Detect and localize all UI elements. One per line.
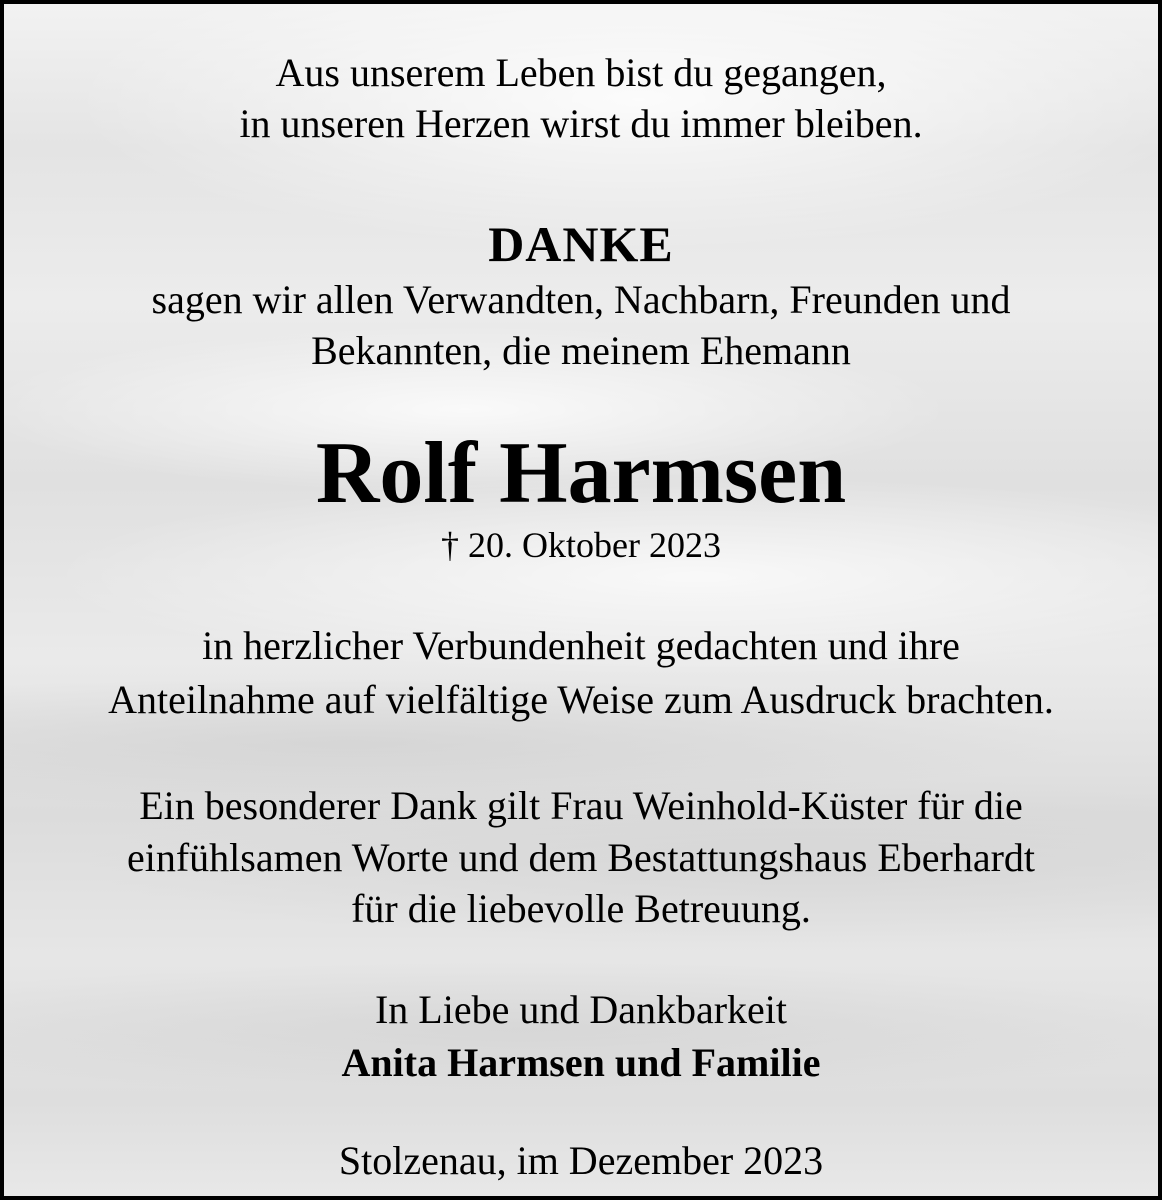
death-date: † 20. Oktober 2023	[441, 525, 721, 565]
motto-line-2: in unseren Herzen wirst du immer bleiben.	[239, 101, 923, 146]
motto-line-1: Aus unserem Leben bist du gegangen,	[275, 50, 887, 95]
thanks-heading: DANKE	[488, 216, 674, 272]
body-paragraph-1-line-1: in herzlicher Verbundenheit gedachten und ihre	[202, 623, 960, 668]
deceased-name: Rolf Harmsen	[315, 425, 847, 522]
body-paragraph-2-line-2: einfühlsamen Worte und dem Bestattungshaus Eberhardt	[126, 835, 1036, 880]
place-date: Stolzenau, im Dezember 2023	[338, 1138, 824, 1183]
body-paragraph-1-line-2: Anteilnahme auf vielfältige Weise zum Ausdruck brachten.	[108, 677, 1054, 722]
thanks-line-2: Bekannten, die meinem Ehemann	[311, 328, 851, 373]
body-paragraph-2-line-1: Ein besonderer Dank gilt Frau Weinhold-Küster für die	[139, 783, 1023, 828]
body-paragraph-2-line-3: für die liebevolle Betreuung.	[351, 886, 811, 931]
signers: Anita Harmsen und Familie	[341, 1040, 821, 1085]
thanks-line-1: sagen wir allen Verwandten, Nachbarn, Freunden und	[151, 277, 1011, 322]
closing-phrase: In Liebe und Dankbarkeit	[374, 987, 788, 1032]
